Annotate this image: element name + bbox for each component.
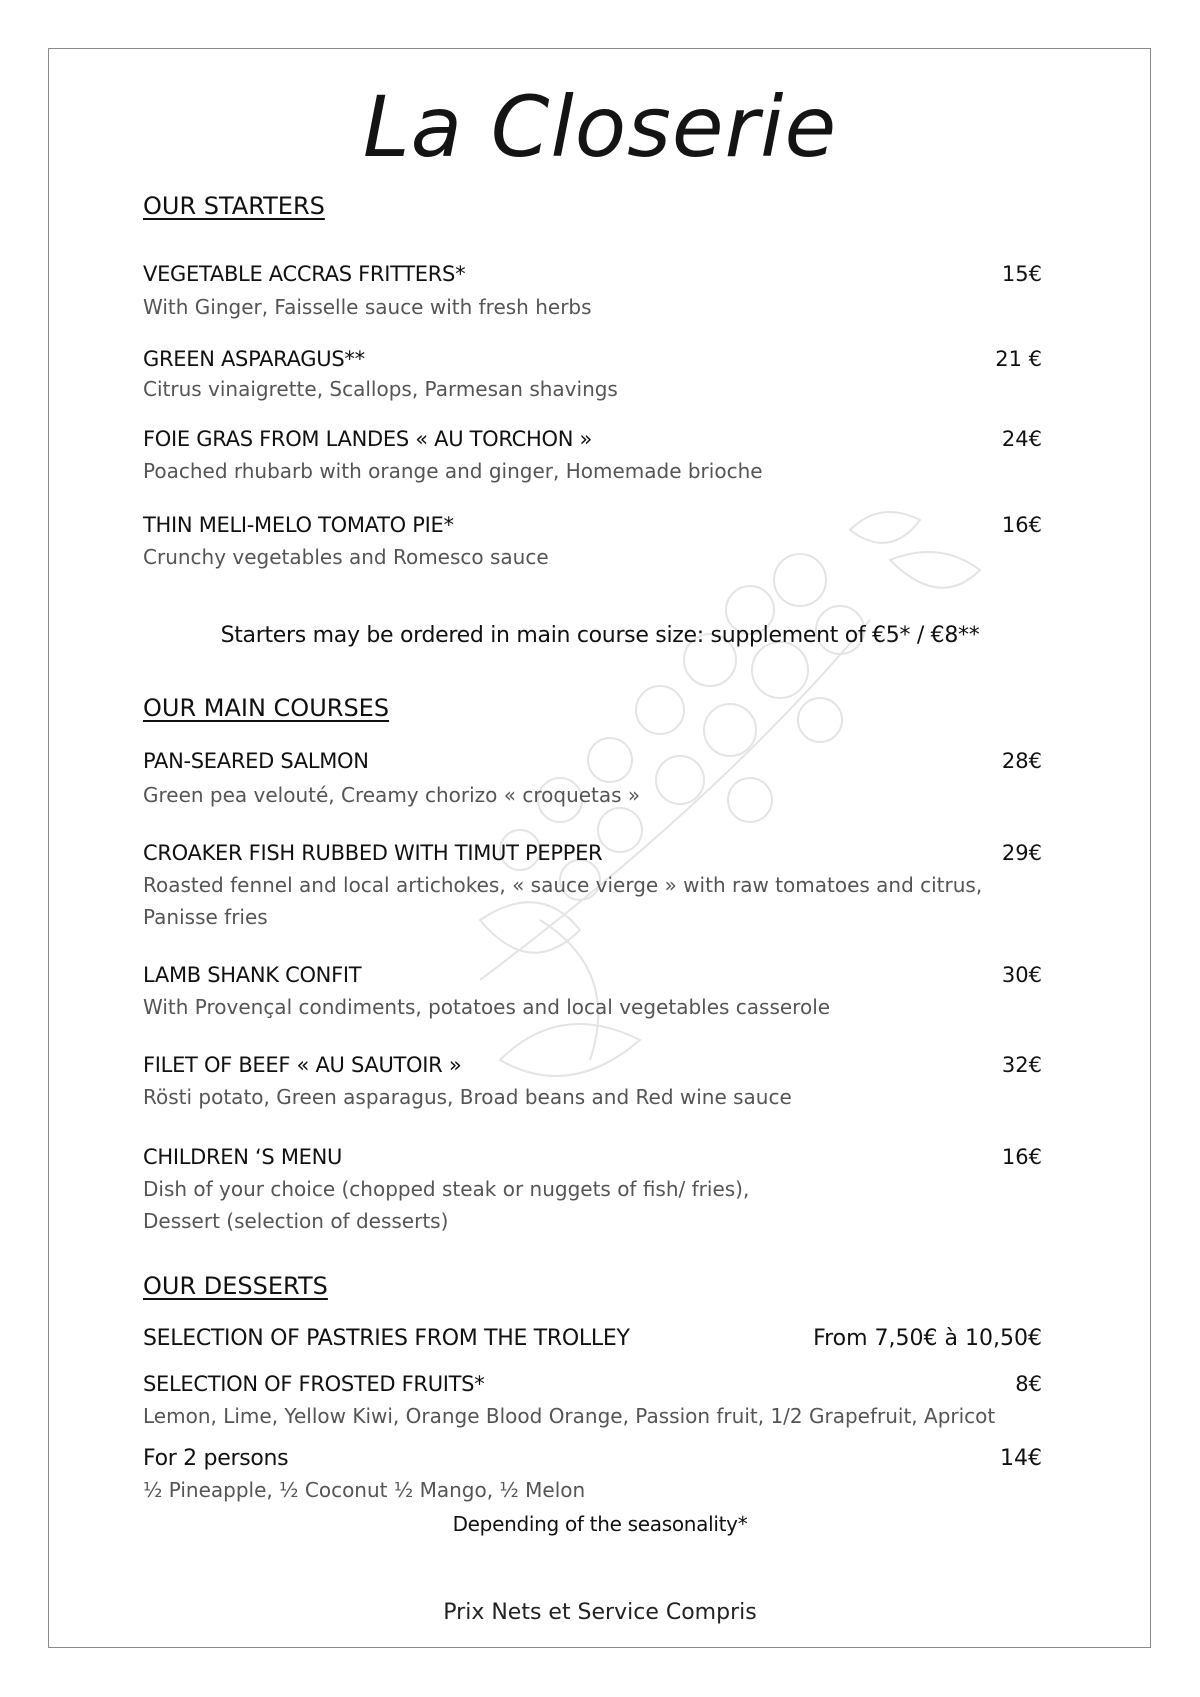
starters-size-note: Starters may be ordered in main course size: supplement of €5* / €8** [220,623,980,648]
menu-item-description: Panisse fries [143,905,268,929]
menu-item-name: LAMB SHANK CONFIT [143,963,362,987]
menu-item-description: Dish of your choice (chopped steak or nuggets of fish/ fries), [143,1177,750,1201]
section-heading-desserts: OUR DESSERTS [143,1272,328,1300]
menu-item-description: Lemon, Lime, Yellow Kiwi, Orange Blood Orange, Passion fruit, 1/2 Grapefruit, Apricot [143,1404,996,1428]
menu-item-description: Crunchy vegetables and Romesco sauce [143,545,549,569]
menu-item-price: 30€ [1001,963,1042,987]
menu-item-name: For 2 persons [143,1446,289,1471]
menu-item-description: With Provençal condiments, potatoes and local vegetables casserole [143,995,831,1019]
menu-item-price: 14€ [1000,1446,1042,1471]
menu-item-description: ½ Pineapple, ½ Coconut ½ Mango, ½ Melon [143,1478,586,1502]
menu-item-price: 8€ [1015,1372,1042,1396]
menu-item-description: Green pea velouté, Creamy chorizo « croquetas » [143,783,641,807]
menu-item-name: CHILDREN ‘S MENU [143,1145,343,1169]
menu-item-description: With Ginger, Faisselle sauce with fresh herbs [143,295,592,319]
menu-item-name: SELECTION OF FROSTED FRUITS* [143,1372,485,1396]
menu-item-description: Rösti potato, Green asparagus, Broad beans and Red wine sauce [143,1085,792,1109]
menu-item-name: THIN MELI-MELO TOMATO PIE* [143,513,454,537]
section-heading-starters: OUR STARTERS [143,192,325,220]
menu-item-name: VEGETABLE ACCRAS FRITTERS* [143,262,466,286]
menu-item-price: 16€ [1001,1145,1042,1169]
menu-item-name: CROAKER FISH RUBBED WITH TIMUT PEPPER [143,841,603,865]
price-footer: Prix Nets et Service Compris [443,1600,757,1625]
menu-item-description: Dessert (selection of desserts) [143,1209,449,1233]
menu-item-price: 29€ [1001,841,1042,865]
menu-item-price: 24€ [1001,427,1042,451]
menu-item-name: PAN-SEARED SALMON [143,749,369,773]
menu-item-name: FILET OF BEEF « AU SAUTOIR » [143,1053,462,1077]
menu-item-description: Roasted fennel and local artichokes, « sauce vierge » with raw tomatoes and citrus, [143,873,983,897]
menu-item-price: 16€ [1001,513,1042,537]
seasonality-note: Depending of the seasonality* [452,1512,748,1536]
menu-item-price: 28€ [1001,749,1042,773]
menu-item-description: Citrus vinaigrette, Scallops, Parmesan shavings [143,377,618,401]
menu-item-price: 21 € [995,347,1042,371]
restaurant-title: La Closerie [362,78,838,176]
menu-item-name: FOIE GRAS FROM LANDES « AU TORCHON » [143,427,593,451]
menu-item-price: 15€ [1001,262,1042,286]
menu-item-price: From 7,50€ à 10,50€ [813,1326,1042,1351]
menu-item-price: 32€ [1001,1053,1042,1077]
menu-item-name: SELECTION OF PASTRIES FROM THE TROLLEY [143,1326,630,1351]
menu-item-description: Poached rhubarb with orange and ginger, Homemade brioche [143,459,763,483]
menu-item-name: GREEN ASPARAGUS** [143,347,365,371]
section-heading-mains: OUR MAIN COURSES [143,694,390,722]
